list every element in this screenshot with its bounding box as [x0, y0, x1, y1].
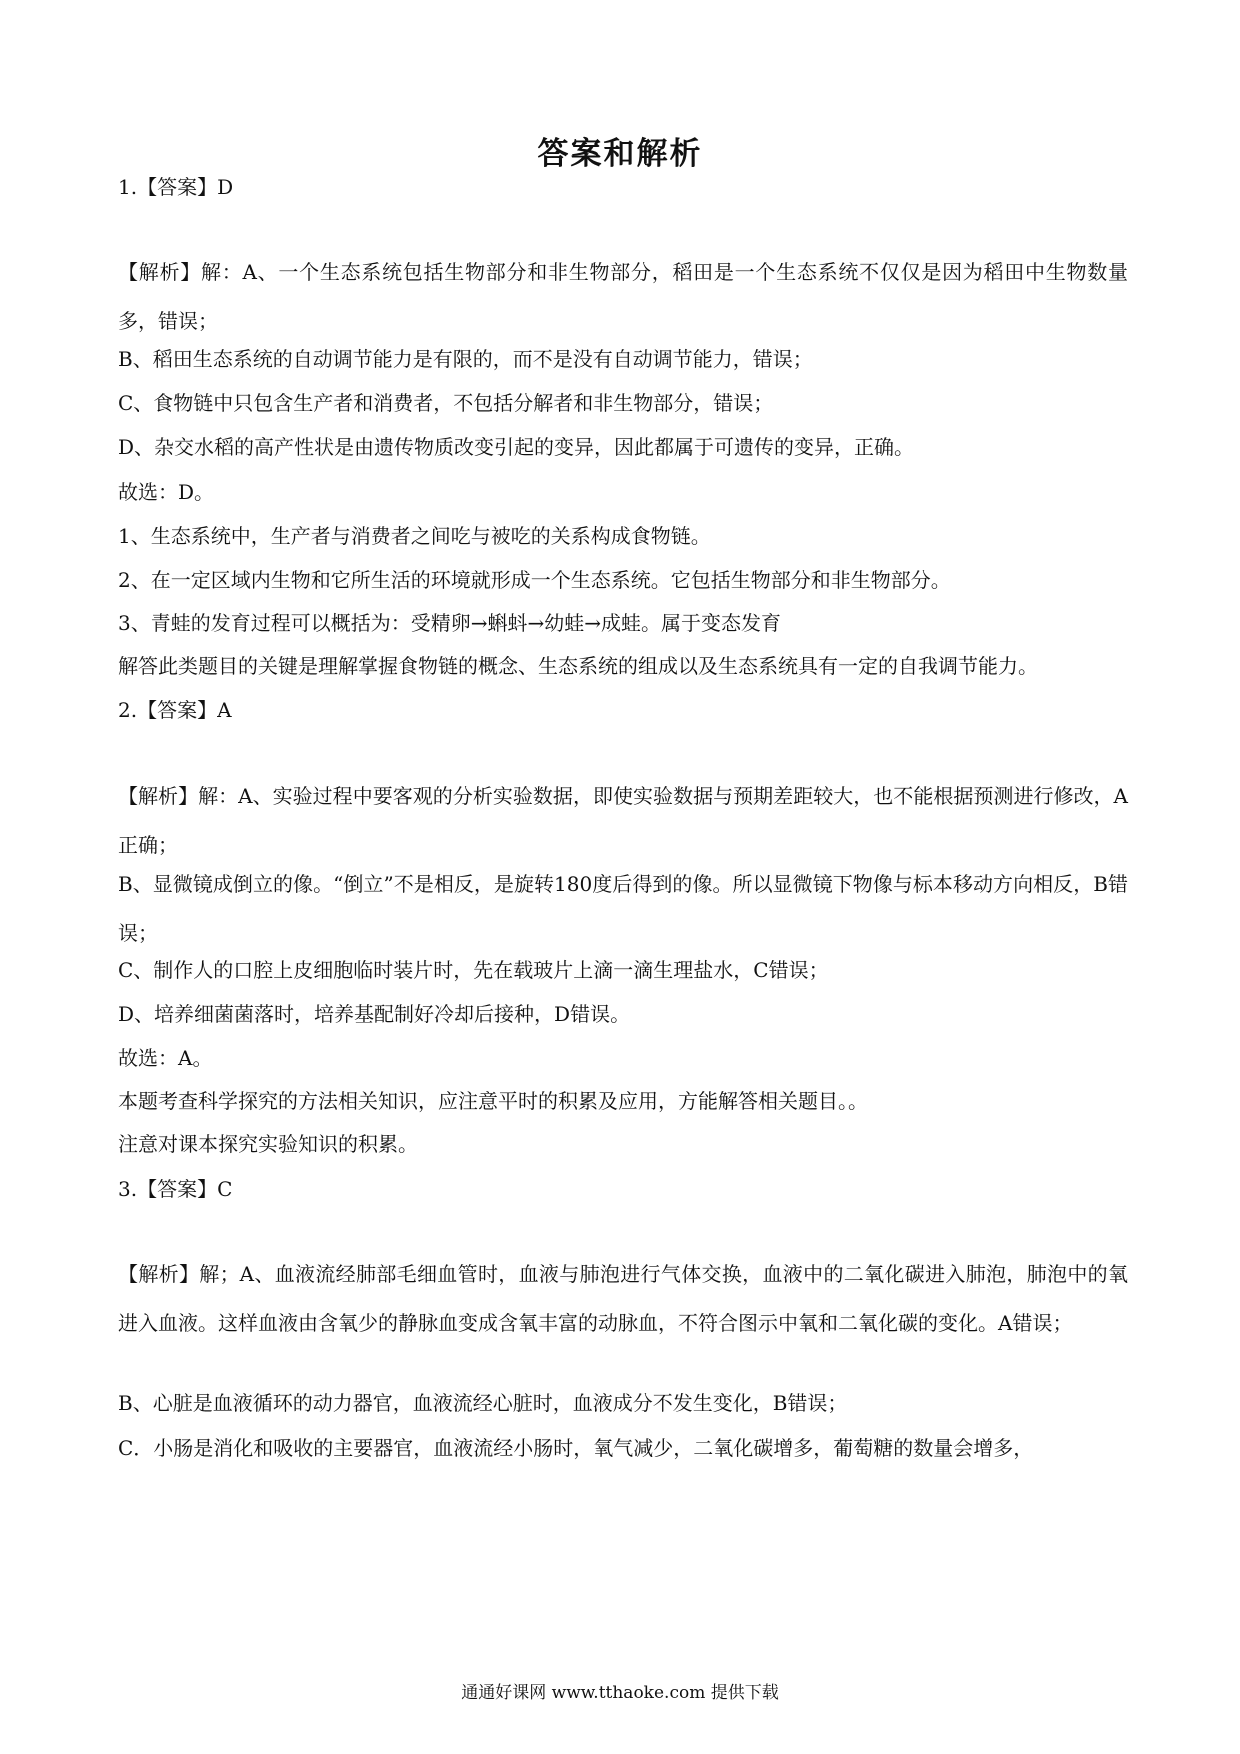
analysis-line: 2、在一定区域内生物和它所生活的环境就形成一个生态系统。它包括生物部分和非生物部分。 [118, 568, 951, 592]
analysis-line: 解答此类题目的关键是理解掌握食物链的概念、生态系统的组成以及生态系统具有一定的自我调节能力。 [118, 654, 1038, 678]
analysis-paragraph: B、显微镜成倒立的像。“倒立”不是相反，是旋转180度后得到的像。所以显微镜下物像与标本移动方向相反，B错误； [118, 872, 1128, 945]
analysis-paragraph: 【解析】解；A、血液流经肺部毛细血管时，血液与肺泡进行气体交换，血液中的二氧化碳进入肺泡，肺泡中的氧进入血液。这样血液由含氧少的静脉血变成含氧丰富的动脉血，不符合图示中氧和二氧化碳的变化。A错误； [118, 1262, 1128, 1335]
analysis-line: 3、青蛙的发育过程可以概括为：受精卵→蝌蚪→幼蛙→成蛙。属于变态发育 [118, 611, 781, 635]
analysis-line: C、食物链中只包含生产者和消费者，不包括分解者和非生物部分，错误； [118, 391, 774, 415]
analysis-line: B、心脏是血液循环的动力器官，血液流经心脏时，血液成分不发生变化，B错误； [118, 1391, 848, 1415]
analysis-line: 注意对课本探究实验知识的积累。 [118, 1132, 418, 1156]
analysis-line: D、杂交水稻的高产性状是由遗传物质改变引起的变异，因此都属于可遗传的变异，正确。 [118, 435, 915, 459]
analysis-line: C、制作人的口腔上皮细胞临时装片时，先在载玻片上滴一滴生理盐水，C错误； [118, 958, 829, 982]
analysis-line: 故选：A。 [118, 1046, 213, 1070]
analysis-line: 1、生态系统中，生产者与消费者之间吃与被吃的关系构成食物链。 [118, 524, 711, 548]
analysis-line: B、稻田生态系统的自动调节能力是有限的，而不是没有自动调节能力，错误； [118, 347, 813, 371]
answer-heading: 3.【答案】C [118, 1177, 233, 1201]
analysis-line: D、培养细菌菌落时，培养基配制好冷却后接种，D错误。 [118, 1002, 631, 1026]
analysis-paragraph: 【解析】解：A、一个生态系统包括生物部分和非生物部分，稻田是一个生态系统不仅仅是因为稻田中生物数量多，错误； [118, 260, 1128, 333]
analysis-line: 本题考查科学探究的方法相关知识，应注意平时的积累及应用，方能解答相关题目。。 [118, 1089, 868, 1113]
page-footer: 通通好课网 www.tthaoke.com 提供下载 [461, 1683, 779, 1703]
answer-heading: 1.【答案】D [118, 175, 234, 199]
page-title: 答案和解析 [537, 136, 703, 172]
answer-heading: 2.【答案】A [118, 698, 232, 722]
analysis-line: 故选：D。 [118, 480, 215, 504]
analysis-line: C．小肠是消化和吸收的主要器官，血液流经小肠时，氧气减少，二氧化碳增多，葡萄糖的数量会增多， [118, 1436, 1034, 1460]
analysis-paragraph: 【解析】解：A、实验过程中要客观的分析实验数据，即使实验数据与预期差距较大，也不能根据预测进行修改，A正确； [118, 784, 1128, 857]
